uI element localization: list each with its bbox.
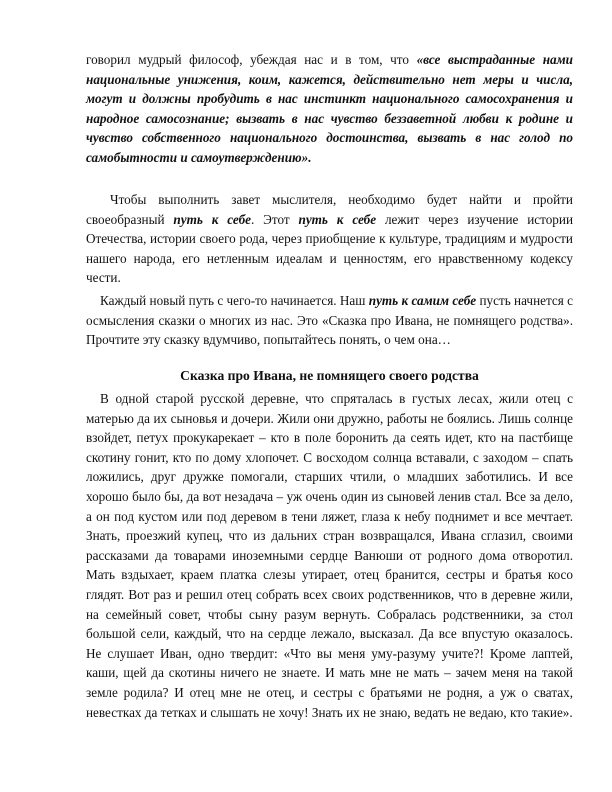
text-segment: лежит через изучение истории Отечества, истории своего рода, через приобщение к культуре, традициям и мудрости нашего народа, его нетленным идеалам и ценностям, его нравственному кодексу чести. [86,211,573,286]
text-segment: Каждый новый путь с чего-то начинается. Наш [100,293,369,308]
text-segment: пусть начнется с осмысления сказки о многих из нас. Это «Сказка про Ивана, не помнящего родства». Прочтите эту сказку вдумчиво, попытайтесь понять, о чем она… [86,293,573,348]
emphasis-path-to-ourselves: путь к самим себе [368,293,477,308]
paragraph-new-path [86,291,573,350]
text-segment: Чтобы выполнить завет мыслителя, необходимо будет найти и пройти своеобразный [86,192,573,227]
text-segment: . Этот [251,211,299,227]
emphasis-path-to-self: путь к себе [173,211,252,227]
quote-lead-text: говорил мудрый философ, убеждая нас и в том, что [86,52,417,67]
tale-heading: Сказка про Ивана, не помнящего своего родства [180,368,479,383]
paragraph-path-to-self [86,190,573,288]
paragraph-philosopher-quote [86,50,573,168]
emphasis-path-to-self: путь к себе [298,211,377,227]
paragraph-tale-text: В одной старой русской деревне, что спряталась в густых лесах, жили отец с матерью да их сыновья и дочери. Жили они дружно, работы не боялись. Лишь солнце взойдет, петух прокукарекает – кто в поле боронить да сеять идет, кто на пастбище скотину гонит, кто по дому хлопочет. С восходом солнца вставали, с заходом – спать ложились, друг дружке помогали, старших чтили, о младших заботились. И все хорошо было бы, да вот незадача – уж очень один из сыновей ленив стал. Все за дело, а он под кустом или под деревом в тени ляжет, глаза к небу поднимет и все мечтает. Знать, проезжий купец, что из дальних стран возвращался, Ивана сглазил, своими рассказами да товарами иноземными сердце Ванюши от родного дома отворотил. Мать вздыхает, краем платка слезы утирает, отец бранится, сестры и братья косо глядят. Вот раз и решил отец собрать всех своих родственников, что в деревне жили, на семейный совет, чтобы сыну разум вернуть. Собралась родственники, за стол большой сели, каждый, что на сердце лежало, высказал. Да все впустую оказалось. Не слушает Иван, одно твердит: «Что вы меня уму-разуму учите?! Кроме лаптей, каши, щей да скотины ничего не знаете. И мать мне не мать – зачем меня на такой земле родила? И отец мне не отец, и сестры с братьями не родня, а уж о сватах, невестках да тетках и слышать не хочу! Знать их не знаю, ведать не ведаю, кто такие». [86,391,573,720]
philosopher-quote: «все выстраданные нами национальные унижения, коим, кажется, действительно нет меры и числа, могут и должны пробудить в нас инстинкт национального самосохранения и народное самосознание; вызвать в нас чувство беззаветной любви к родине и чувство собственного национального достоинства, вызвать в нас голод по самобытности и самоутверждению». [86,52,573,165]
